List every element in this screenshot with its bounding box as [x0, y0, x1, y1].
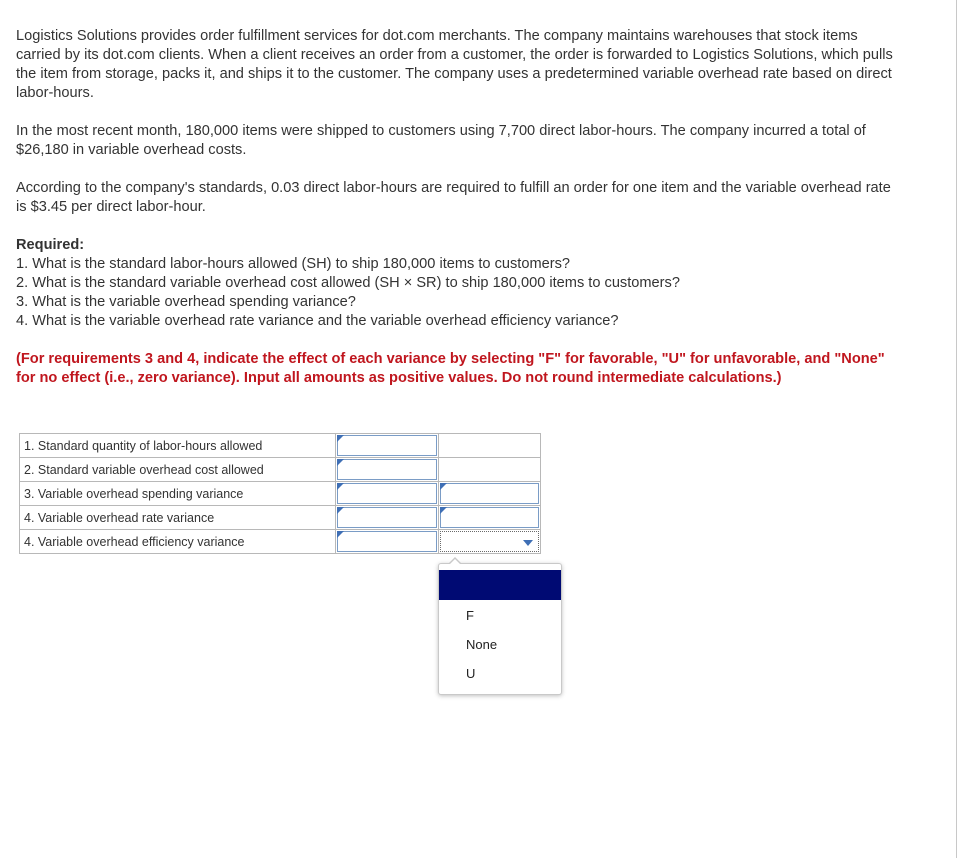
- required-heading: Required:: [16, 237, 85, 253]
- effect-select-row-3[interactable]: [440, 483, 539, 504]
- instructions-text: (For requirements 3 and 4, indicate the effect of each variance by selecting "F" for favorable, "U" for unfavorable, and "None" for no effect (i.e., zero variance). Input all amounts as positive values. Do not round intermediate calculations.): [16, 351, 885, 386]
- effect-cell-empty: [439, 434, 541, 458]
- amount-input-box[interactable]: [337, 507, 437, 528]
- effect-cell: [439, 506, 541, 530]
- dropdown-caret-inner: [449, 559, 461, 565]
- dropdown-option-none[interactable]: [439, 634, 561, 656]
- amount-input-row-3[interactable]: [338, 484, 436, 503]
- option-label: U: [466, 666, 476, 681]
- amount-cell: [336, 434, 439, 458]
- table-row: [20, 530, 541, 554]
- row-label: 4. Variable overhead efficiency variance: [20, 530, 336, 554]
- required-item-2: 2. What is the standard variable overhead cost allowed (SH × SR) to ship 180,000 items to customers?: [16, 275, 680, 291]
- chevron-down-icon[interactable]: [523, 540, 533, 546]
- amount-cell: [336, 482, 439, 506]
- effect-cell: [439, 530, 541, 554]
- problem-paragraph-2: In the most recent month, 180,000 items were shipped to customers using 7,700 direct labor-hours. The company incurred a total of $26,180 in variable overhead costs.: [16, 123, 866, 158]
- row-label: 3. Variable overhead spending variance: [20, 482, 336, 506]
- dropdown-option-f[interactable]: [439, 605, 561, 627]
- problem-paragraph-1: Logistics Solutions provides order fulfillment services for dot.com merchants. The company maintains warehouses that stock items carried by its dot.com clients. When a client receives an order from a customer, the order is forwarded to Logistics Solutions, which pulls the item from storage, packs it, and ships it to the customer. The company uses a predetermined variable overhead rate based on direct labor-hours.: [16, 28, 893, 101]
- amount-input-box[interactable]: [337, 483, 437, 504]
- input-corner-marker: [337, 459, 344, 466]
- problem-statement: [16, 27, 896, 388]
- required-item-1: 1. What is the standard labor-hours allowed (SH) to ship 180,000 items to customers?: [16, 256, 571, 272]
- required-item-4: 4. What is the variable overhead rate variance and the variable overhead efficiency variance?: [16, 313, 619, 329]
- input-corner-marker: [337, 483, 344, 490]
- option-label: None: [466, 637, 498, 652]
- row-label: 2. Standard variable overhead cost allowed: [20, 458, 336, 482]
- amount-input-box[interactable]: [337, 531, 437, 552]
- amount-input-box[interactable]: [337, 459, 437, 480]
- answer-table: [19, 433, 541, 554]
- table-row: [20, 434, 541, 458]
- effect-cell: [439, 482, 541, 506]
- amount-input-row-1[interactable]: [338, 436, 436, 455]
- input-corner-marker: [440, 483, 447, 490]
- amount-input-row-2[interactable]: [338, 460, 436, 479]
- amount-input-row-4[interactable]: [338, 508, 436, 527]
- effect-dropdown-menu: [438, 563, 562, 695]
- dropdown-option-blank[interactable]: [439, 570, 561, 600]
- effect-select-row-4[interactable]: [440, 507, 539, 528]
- amount-cell: [336, 506, 439, 530]
- amount-cell: [336, 458, 439, 482]
- input-corner-marker: [337, 531, 344, 538]
- option-label: F: [466, 608, 474, 623]
- problem-paragraph-3: According to the company's standards, 0.03 direct labor-hours are required to fulfill an order for one item and the variable overhead rate is $3.45 per direct labor-hour.: [16, 180, 891, 215]
- table-row: [20, 506, 541, 530]
- table-row: [20, 458, 541, 482]
- table-row: [20, 482, 541, 506]
- input-corner-marker: [440, 507, 447, 514]
- amount-input-row-5[interactable]: [338, 532, 436, 551]
- required-item-3: 3. What is the variable overhead spending variance?: [16, 294, 356, 310]
- effect-cell-empty: [439, 458, 541, 482]
- amount-cell: [336, 530, 439, 554]
- amount-input-box[interactable]: [337, 435, 437, 456]
- dropdown-option-u[interactable]: [439, 663, 561, 685]
- row-label: 4. Variable overhead rate variance: [20, 506, 336, 530]
- effect-select-row-5[interactable]: [440, 531, 539, 552]
- row-label: 1. Standard quantity of labor-hours allowed: [20, 434, 336, 458]
- required-list: [16, 255, 896, 331]
- input-corner-marker: [337, 435, 344, 442]
- page-right-border: [956, 0, 957, 858]
- input-corner-marker: [337, 507, 344, 514]
